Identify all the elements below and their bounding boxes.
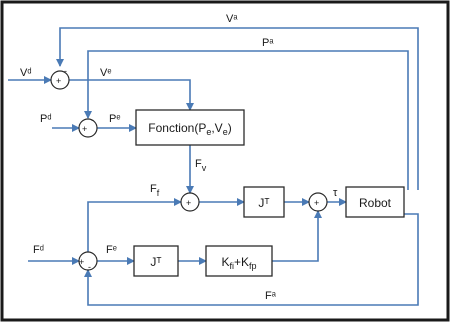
tau-label: τ [333,187,338,199]
ve-wire [69,80,190,110]
gains-block [206,246,272,276]
robot-block [346,187,404,217]
va-feedback-wire [60,28,418,190]
j4-plus-sign: + [314,198,320,208]
gains-to-j4-wire [272,211,318,261]
pa-label: Pᵃ [262,37,274,49]
gains-label: $K_{fi}+K_{fp}$ [221,255,257,271]
j3-plus-sign: + [186,198,192,208]
vd-label: Vᵈ [20,67,32,79]
jt-bottom-label: Jᵀ [150,255,162,269]
j1-minus-sign: - [64,66,67,76]
j1-plus-sign: + [56,76,62,86]
pe-label: Pᵉ [109,113,121,125]
ff-label: $F_f$ [150,183,160,198]
ve-label: Vᵉ [100,67,112,79]
j2-minus-sign: - [91,115,94,125]
jt-top-label: Jᵀ [258,196,270,210]
fe-label: Fᵉ [106,244,117,256]
j5-minus-sign: - [88,262,91,272]
fd-label: Fᵈ [33,244,44,256]
jacobian-transpose-block-bottom [134,246,178,276]
fv-label: $F_v$ [195,158,207,173]
robot-label: Robot [358,196,392,210]
pd-label: Pᵈ [40,113,52,125]
j2-plus-sign: + [82,124,88,134]
fonction-block [136,110,244,145]
jacobian-transpose-block-top [244,187,284,217]
fa-label: Fᵃ [265,290,276,302]
ff-wire [88,202,181,252]
va-label: Vᵃ [226,13,238,25]
j5-plus-sign: + [79,257,85,267]
fonction-label: $Fonction(P_e,V_e)$ [148,121,232,137]
